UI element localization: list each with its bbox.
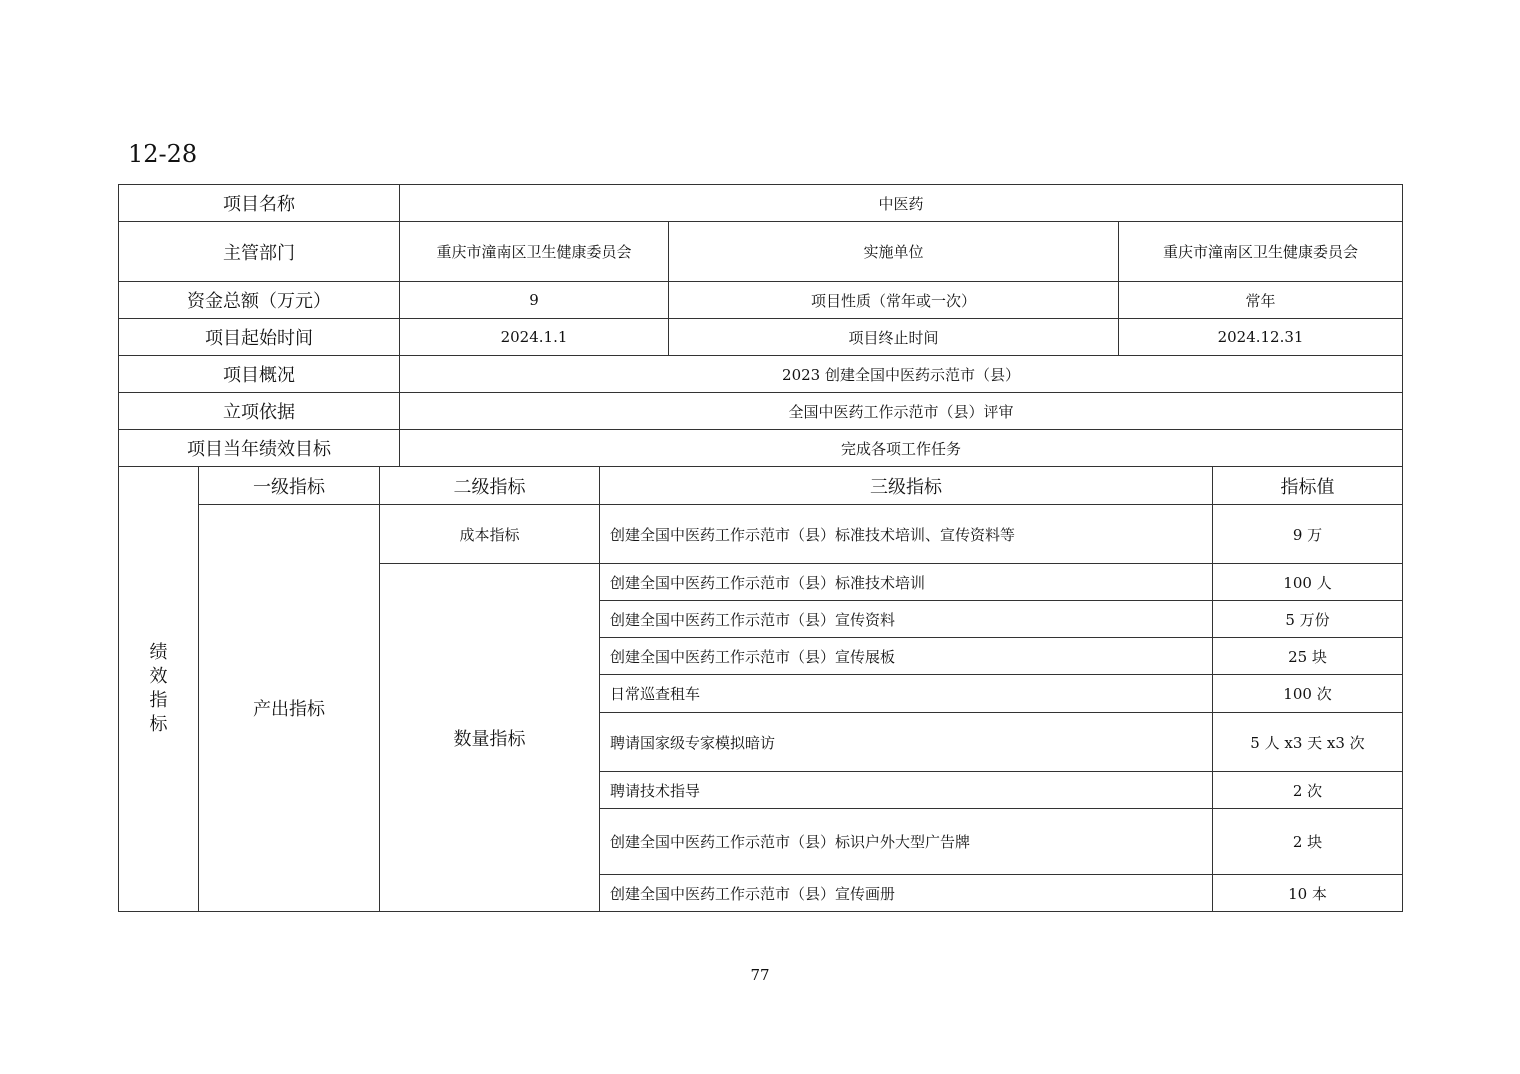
basis-label: 立项依据 — [119, 393, 400, 430]
indicator-header-row — [119, 467, 1403, 505]
goal-value: 完成各项工作任务 — [400, 430, 1403, 467]
implementing-unit-value: 重庆市潼南区卫生健康委员会 — [1119, 222, 1403, 282]
header-level3: 三级指标 — [600, 467, 1213, 505]
department-label: 主管部门 — [119, 222, 400, 282]
indicator-name: 创建全国中医药工作示范市（县）标准技术培训、宣传资料等 — [600, 505, 1213, 564]
department-value: 重庆市潼南区卫生健康委员会 — [400, 222, 669, 282]
overview-label: 项目概况 — [119, 356, 400, 393]
indicator-name: 创建全国中医药工作示范市（县）宣传展板 — [600, 638, 1213, 675]
row-goal — [119, 430, 1403, 467]
row-dates — [119, 319, 1403, 356]
start-date-label: 项目起始时间 — [119, 319, 400, 356]
row-project-name — [119, 185, 1403, 222]
project-name-value: 中医药 — [400, 185, 1403, 222]
project-info-table — [118, 184, 1403, 467]
indicator-value: 5 万份 — [1213, 601, 1403, 638]
indicator-name: 日常巡查租车 — [600, 675, 1213, 713]
goal-label: 项目当年绩效目标 — [119, 430, 400, 467]
header-level2: 二级指标 — [380, 467, 600, 505]
performance-indicator-table — [118, 466, 1403, 912]
header-level1: 一级指标 — [199, 467, 380, 505]
indicator-name: 创建全国中医药工作示范市（县）标识户外大型广告牌 — [600, 809, 1213, 875]
header-value: 指标值 — [1213, 467, 1403, 505]
fund-label: 资金总额（万元） — [119, 282, 400, 319]
start-date-value: 2024.1.1 — [400, 319, 669, 356]
indicator-value: 100 人 — [1213, 564, 1403, 601]
end-date-label: 项目终止时间 — [669, 319, 1119, 356]
document-id: 12-28 — [128, 140, 198, 168]
indicator-value: 2 次 — [1213, 772, 1403, 809]
basis-value: 全国中医药工作示范市（县）评审 — [400, 393, 1403, 430]
output-indicator-label: 产出指标 — [199, 505, 380, 912]
page-number: 77 — [750, 966, 770, 984]
overview-value: 2023 创建全国中医药示范市（县） — [400, 356, 1403, 393]
indicator-name: 创建全国中医药工作示范市（县）宣传资料 — [600, 601, 1213, 638]
indicator-name: 创建全国中医药工作示范市（县）标准技术培训 — [600, 564, 1213, 601]
indicator-value: 5 人 x3 天 x3 次 — [1213, 713, 1403, 772]
end-date-value: 2024.12.31 — [1119, 319, 1403, 356]
quantity-indicator-label: 数量指标 — [380, 564, 600, 912]
indicator-value: 2 块 — [1213, 809, 1403, 875]
nature-value: 常年 — [1119, 282, 1403, 319]
row-basis — [119, 393, 1403, 430]
implementing-unit-label: 实施单位 — [669, 222, 1119, 282]
indicator-name: 聘请国家级专家模拟暗访 — [600, 713, 1213, 772]
indicator-name: 聘请技术指导 — [600, 772, 1213, 809]
fund-value: 9 — [400, 282, 669, 319]
nature-label: 项目性质（常年或一次） — [669, 282, 1119, 319]
indicator-value: 25 块 — [1213, 638, 1403, 675]
indicator-value: 9 万 — [1213, 505, 1403, 564]
project-name-label: 项目名称 — [119, 185, 400, 222]
indicator-value: 10 本 — [1213, 875, 1403, 912]
indicator-name: 创建全国中医药工作示范市（县）宣传画册 — [600, 875, 1213, 912]
cost-indicator-label: 成本指标 — [380, 505, 600, 564]
indicator-value: 100 次 — [1213, 675, 1403, 713]
row-overview — [119, 356, 1403, 393]
table-row — [119, 505, 1403, 564]
row-fund — [119, 282, 1403, 319]
row-department — [119, 222, 1403, 282]
performance-indicators-label: 绩效指标 — [119, 467, 199, 912]
